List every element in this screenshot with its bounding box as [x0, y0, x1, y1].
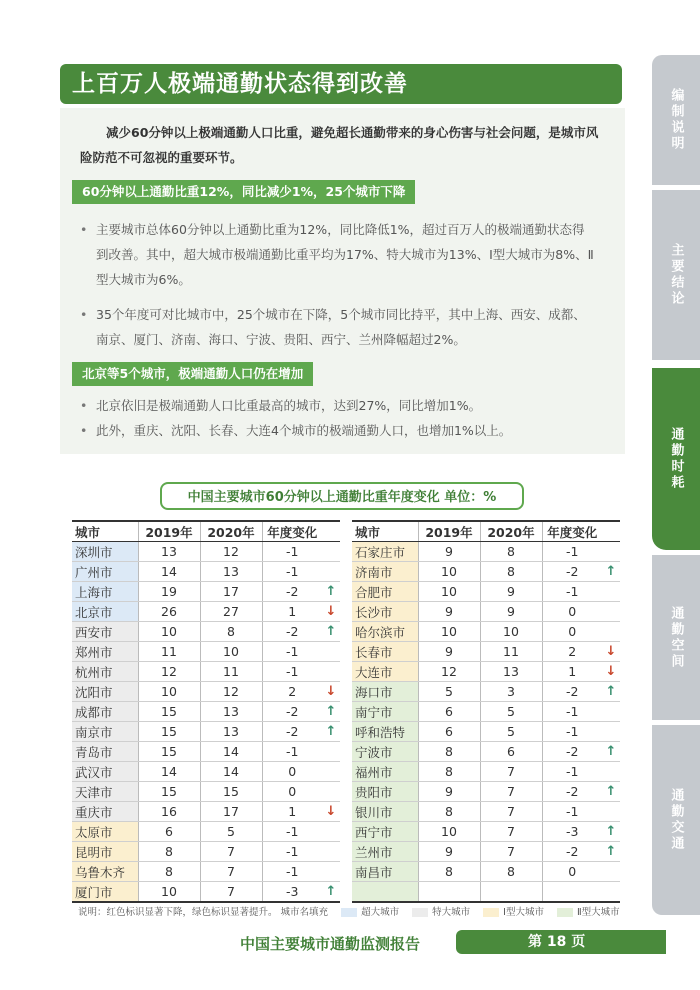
change-cell: -2: [542, 782, 602, 802]
change-cell: 1: [542, 662, 602, 682]
table-row: [352, 682, 620, 702]
value-2020-cell: 8: [480, 862, 542, 882]
city-cell: 大连市: [352, 662, 418, 682]
value-2020-cell: 5: [200, 822, 262, 842]
page-number: 第 18 页: [456, 930, 666, 954]
section2-bullet-1: • 北京依旧是极端通勤人口比重最高的城市，达到27%，同比增加1%。: [80, 393, 595, 418]
arrow-up-icon: ↑: [602, 742, 620, 762]
arrow-down-icon: ↓: [322, 602, 340, 622]
value-2020-cell: 17: [200, 802, 262, 822]
legend: [78, 904, 620, 918]
section2-bullet-2: • 此外，重庆、沈阳、长春、大连4个城市的极端通勤人口，也增加1%以上。: [80, 418, 595, 443]
table-row: [72, 822, 340, 842]
change-cell: -1: [262, 742, 322, 762]
value-2019-cell: 9: [418, 842, 480, 862]
change-cell: 2: [542, 642, 602, 662]
value-2019-cell: 8: [418, 802, 480, 822]
value-2020-cell: 13: [480, 662, 542, 682]
arrow-cell: [322, 562, 340, 582]
arrow-cell: [602, 802, 620, 822]
value-2020-cell: 12: [200, 682, 262, 702]
value-2020-cell: 7: [480, 842, 542, 862]
city-cell: 南昌市: [352, 862, 418, 882]
arrow-cell: [602, 602, 620, 622]
table-row: [352, 602, 620, 622]
header-2020: 2020年: [480, 521, 542, 542]
value-2019-cell: 10: [138, 622, 200, 642]
arrow-down-icon: ↓: [322, 682, 340, 702]
city-cell: 石家庄市: [352, 542, 418, 562]
side-tab-tongqin-jiaotong[interactable]: 通勤交通: [652, 725, 700, 915]
table-row: [72, 702, 340, 722]
arrow-cell: [602, 762, 620, 782]
value-2019-cell: 10: [138, 882, 200, 903]
value-2019-cell: 8: [418, 742, 480, 762]
arrow-down-icon: ↓: [602, 662, 620, 682]
arrow-cell: [322, 822, 340, 842]
value-2019-cell: 6: [138, 822, 200, 842]
value-2020-cell: 7: [200, 862, 262, 882]
change-cell: -2: [542, 682, 602, 702]
value-2019-cell: 13: [138, 542, 200, 562]
value-2020-cell: 14: [200, 762, 262, 782]
value-2020-cell: 7: [480, 782, 542, 802]
change-cell: -2: [262, 622, 322, 642]
arrow-cell: [322, 642, 340, 662]
table-row: [72, 862, 340, 882]
table-row: [352, 862, 620, 882]
change-cell: -2: [542, 842, 602, 862]
value-2019-cell: 11: [138, 642, 200, 662]
table-row: [352, 542, 620, 562]
header-city: 城市: [72, 521, 138, 542]
table-row: [72, 562, 340, 582]
legend-note: 说明：红色标识显著下降，绿色标识显著提升。 城市名填充: [78, 907, 329, 918]
city-cell: 长春市: [352, 642, 418, 662]
change-cell: -1: [262, 542, 322, 562]
city-cell: 西宁市: [352, 822, 418, 842]
table-row: [72, 542, 340, 562]
city-cell: 乌鲁木齐: [72, 862, 138, 882]
city-cell: 上海市: [72, 582, 138, 602]
change-cell: -1: [262, 862, 322, 882]
value-2019-cell: 14: [138, 562, 200, 582]
change-cell: -1: [262, 822, 322, 842]
intro-paragraph: 减少60分钟以上极端通勤人口比重，避免超长通勤带来的身心伤害与社会问题，是城市风险防范不可忽视的重要环节。: [80, 125, 599, 165]
arrow-up-icon: ↑: [602, 782, 620, 802]
section1-bullet-2: • 35个年度可对比城市中，25个城市在下降，5个城市同比持平，其中上海、西安、成都、南京、厦门、济南、海口、宁波、贵阳、西宁、兰州降幅超过2%。: [80, 302, 595, 352]
change-cell: -1: [542, 802, 602, 822]
side-tab-bianzhi[interactable]: 编制说明: [652, 55, 700, 185]
table-row: [352, 742, 620, 762]
legend-label-type1: Ⅰ型大城市: [503, 907, 544, 918]
value-2019-cell: 9: [418, 602, 480, 622]
header-2019: 2019年: [138, 521, 200, 542]
arrow-cell: [322, 542, 340, 562]
change-cell: -2: [542, 742, 602, 762]
table-row: [352, 842, 620, 862]
value-2019-cell: 15: [138, 702, 200, 722]
change-cell: -1: [262, 642, 322, 662]
arrow-up-icon: ↑: [322, 622, 340, 642]
side-tab-tongqin-kongjian[interactable]: 通勤空间: [652, 555, 700, 720]
value-2020-cell: 7: [200, 882, 262, 903]
city-cell: [352, 882, 418, 903]
header-arrow: [602, 521, 620, 542]
value-2020-cell: 10: [480, 622, 542, 642]
table-row: [72, 882, 340, 903]
arrow-up-icon: ↑: [602, 682, 620, 702]
report-title: 中国主要城市通勤监测报告: [240, 935, 421, 953]
value-2020-cell: 11: [480, 642, 542, 662]
value-2019-cell: 9: [418, 782, 480, 802]
table-row: [72, 762, 340, 782]
arrow-up-icon: ↑: [602, 842, 620, 862]
arrow-cell: [602, 542, 620, 562]
value-2019-cell: 8: [138, 862, 200, 882]
change-cell: 1: [262, 802, 322, 822]
value-2019-cell: 8: [418, 862, 480, 882]
value-2019-cell: 10: [418, 582, 480, 602]
value-2019-cell: 26: [138, 602, 200, 622]
commute-table-left: [72, 520, 340, 903]
change-cell: -3: [542, 822, 602, 842]
table-title: 中国主要城市60分钟以上通勤比重年度变化 单位：%: [160, 482, 524, 510]
legend-label-mega: 特大城市: [432, 907, 471, 918]
city-cell: 南京市: [72, 722, 138, 742]
value-2020-cell: 7: [480, 762, 542, 782]
city-cell: 重庆市: [72, 802, 138, 822]
value-2019-cell: 15: [138, 742, 200, 762]
city-cell: 呼和浩特: [352, 722, 418, 742]
change-cell: -3: [262, 882, 322, 903]
city-cell: 济南市: [352, 562, 418, 582]
value-2020-cell: 15: [200, 782, 262, 802]
table-row: [72, 602, 340, 622]
table-row: [72, 782, 340, 802]
city-cell: 青岛市: [72, 742, 138, 762]
arrow-cell: [322, 782, 340, 802]
table-row: [352, 582, 620, 602]
arrow-cell: [602, 862, 620, 882]
change-cell: 0: [542, 862, 602, 882]
value-2020-cell: 6: [480, 742, 542, 762]
table-row: [352, 562, 620, 582]
city-cell: 兰州市: [352, 842, 418, 862]
change-cell: -2: [262, 702, 322, 722]
table-row: [352, 762, 620, 782]
arrow-cell: [602, 882, 620, 903]
value-2019-cell: 8: [418, 762, 480, 782]
header-arrow: [322, 521, 340, 542]
value-2019-cell: 9: [418, 642, 480, 662]
table-row: [352, 662, 620, 682]
change-cell: -1: [542, 582, 602, 602]
arrow-cell: [322, 862, 340, 882]
value-2019-cell: [418, 882, 480, 903]
legend-swatch-mega: [412, 908, 428, 917]
side-tab-zhuyao[interactable]: 主要结论: [652, 190, 700, 360]
header-city: 城市: [352, 521, 418, 542]
arrow-cell: [602, 582, 620, 602]
table-row: [352, 782, 620, 802]
value-2020-cell: 5: [480, 722, 542, 742]
value-2020-cell: 12: [200, 542, 262, 562]
legend-swatch-type1: [483, 908, 499, 917]
table-row: [72, 802, 340, 822]
city-cell: 长沙市: [352, 602, 418, 622]
city-cell: 成都市: [72, 702, 138, 722]
arrow-up-icon: ↑: [322, 722, 340, 742]
value-2020-cell: 7: [480, 802, 542, 822]
change-cell: 1: [262, 602, 322, 622]
change-cell: -2: [542, 562, 602, 582]
table-right-body: [352, 542, 620, 903]
city-cell: 杭州市: [72, 662, 138, 682]
city-cell: 深圳市: [72, 542, 138, 562]
table-row: [72, 642, 340, 662]
city-cell: 厦门市: [72, 882, 138, 903]
city-cell: 西安市: [72, 622, 138, 642]
value-2020-cell: 8: [200, 622, 262, 642]
change-cell: -1: [262, 662, 322, 682]
value-2019-cell: 10: [138, 682, 200, 702]
value-2020-cell: 7: [200, 842, 262, 862]
value-2020-cell: 9: [480, 602, 542, 622]
value-2019-cell: 14: [138, 762, 200, 782]
legend-label-super: 超大城市: [361, 907, 400, 918]
side-tab-tongqin-shihao[interactable]: 通勤时耗: [652, 368, 700, 550]
table-left-body: [72, 542, 340, 903]
change-cell: -1: [542, 722, 602, 742]
arrow-up-icon: ↑: [322, 702, 340, 722]
commute-table-right: [352, 520, 620, 903]
page-title: 上百万人极端通勤状态得到改善: [60, 64, 622, 104]
header-change: 年度变化: [542, 521, 602, 542]
city-cell: 武汉市: [72, 762, 138, 782]
city-cell: 天津市: [72, 782, 138, 802]
table-row: [352, 822, 620, 842]
value-2019-cell: 10: [418, 822, 480, 842]
city-cell: 哈尔滨市: [352, 622, 418, 642]
value-2020-cell: 9: [480, 582, 542, 602]
header-2019: 2019年: [418, 521, 480, 542]
legend-swatch-super: [341, 908, 357, 917]
city-cell: 太原市: [72, 822, 138, 842]
value-2019-cell: 16: [138, 802, 200, 822]
change-cell: 0: [262, 762, 322, 782]
value-2019-cell: 9: [418, 542, 480, 562]
section2-heading: 北京等5个城市，极端通勤人口仍在增加: [72, 362, 313, 386]
value-2020-cell: 13: [200, 702, 262, 722]
table-row: [72, 842, 340, 862]
change-cell: -1: [542, 762, 602, 782]
value-2020-cell: 5: [480, 702, 542, 722]
value-2019-cell: 10: [418, 562, 480, 582]
table-row: [72, 682, 340, 702]
change-cell: 2: [262, 682, 322, 702]
arrow-cell: [322, 662, 340, 682]
change-cell: -2: [262, 582, 322, 602]
city-cell: 昆明市: [72, 842, 138, 862]
value-2019-cell: 12: [418, 662, 480, 682]
value-2020-cell: 13: [200, 722, 262, 742]
arrow-cell: [322, 842, 340, 862]
city-cell: 郑州市: [72, 642, 138, 662]
value-2020-cell: 8: [480, 562, 542, 582]
change-cell: -2: [262, 722, 322, 742]
value-2020-cell: 7: [480, 822, 542, 842]
value-2020-cell: 17: [200, 582, 262, 602]
city-cell: 宁波市: [352, 742, 418, 762]
arrow-down-icon: ↓: [602, 642, 620, 662]
value-2020-cell: 8: [480, 542, 542, 562]
table-row: [72, 582, 340, 602]
arrow-down-icon: ↓: [322, 802, 340, 822]
change-cell: 0: [542, 602, 602, 622]
table-row: [72, 662, 340, 682]
legend-label-type2: Ⅱ型大城市: [577, 907, 620, 918]
value-2019-cell: 19: [138, 582, 200, 602]
city-cell: 沈阳市: [72, 682, 138, 702]
value-2019-cell: 15: [138, 722, 200, 742]
change-cell: -1: [542, 542, 602, 562]
table-row: [352, 882, 620, 903]
arrow-cell: [322, 762, 340, 782]
city-cell: 北京市: [72, 602, 138, 622]
section1-bullet-1: • 主要城市总体60分钟以上通勤比重为12%，同比降低1%，超过百万人的极端通勤状态得到改善。其中，超大城市极端通勤比重平均为17%、特大城市为13%、Ⅰ型大城市为8%、Ⅱ型大城市为6%。: [80, 217, 595, 292]
section1-heading: 60分钟以上通勤比重12%，同比减少1%，25个城市下降: [72, 180, 415, 204]
city-cell: 福州市: [352, 762, 418, 782]
change-cell: 0: [542, 622, 602, 642]
arrow-cell: [602, 622, 620, 642]
change-cell: -1: [542, 702, 602, 722]
value-2019-cell: 15: [138, 782, 200, 802]
city-cell: 贵阳市: [352, 782, 418, 802]
arrow-up-icon: ↑: [602, 822, 620, 842]
value-2019-cell: 5: [418, 682, 480, 702]
arrow-cell: [602, 702, 620, 722]
table-row: [352, 722, 620, 742]
city-cell: 银川市: [352, 802, 418, 822]
arrow-cell: [602, 722, 620, 742]
table-row: [72, 622, 340, 642]
value-2020-cell: 10: [200, 642, 262, 662]
value-2020-cell: 11: [200, 662, 262, 682]
arrow-up-icon: ↑: [322, 582, 340, 602]
value-2019-cell: 8: [138, 842, 200, 862]
change-cell: -1: [262, 842, 322, 862]
arrow-cell: [322, 742, 340, 762]
value-2020-cell: 14: [200, 742, 262, 762]
arrow-up-icon: ↑: [602, 562, 620, 582]
value-2020-cell: 27: [200, 602, 262, 622]
value-2020-cell: 3: [480, 682, 542, 702]
city-cell: 南宁市: [352, 702, 418, 722]
value-2019-cell: 12: [138, 662, 200, 682]
change-cell: [542, 882, 602, 903]
city-cell: 合肥市: [352, 582, 418, 602]
value-2019-cell: 10: [418, 622, 480, 642]
table-row: [352, 642, 620, 662]
change-cell: 0: [262, 782, 322, 802]
arrow-up-icon: ↑: [322, 882, 340, 903]
change-cell: -1: [262, 562, 322, 582]
city-cell: 广州市: [72, 562, 138, 582]
table-row: [352, 622, 620, 642]
table-row: [72, 722, 340, 742]
table-row: [72, 742, 340, 762]
value-2019-cell: 6: [418, 702, 480, 722]
city-cell: 海口市: [352, 682, 418, 702]
table-row: [352, 802, 620, 822]
header-change: 年度变化: [262, 521, 322, 542]
value-2019-cell: 6: [418, 722, 480, 742]
header-2020: 2020年: [200, 521, 262, 542]
value-2020-cell: 13: [200, 562, 262, 582]
table-row: [352, 702, 620, 722]
legend-swatch-type2: [557, 908, 573, 917]
value-2020-cell: [480, 882, 542, 903]
